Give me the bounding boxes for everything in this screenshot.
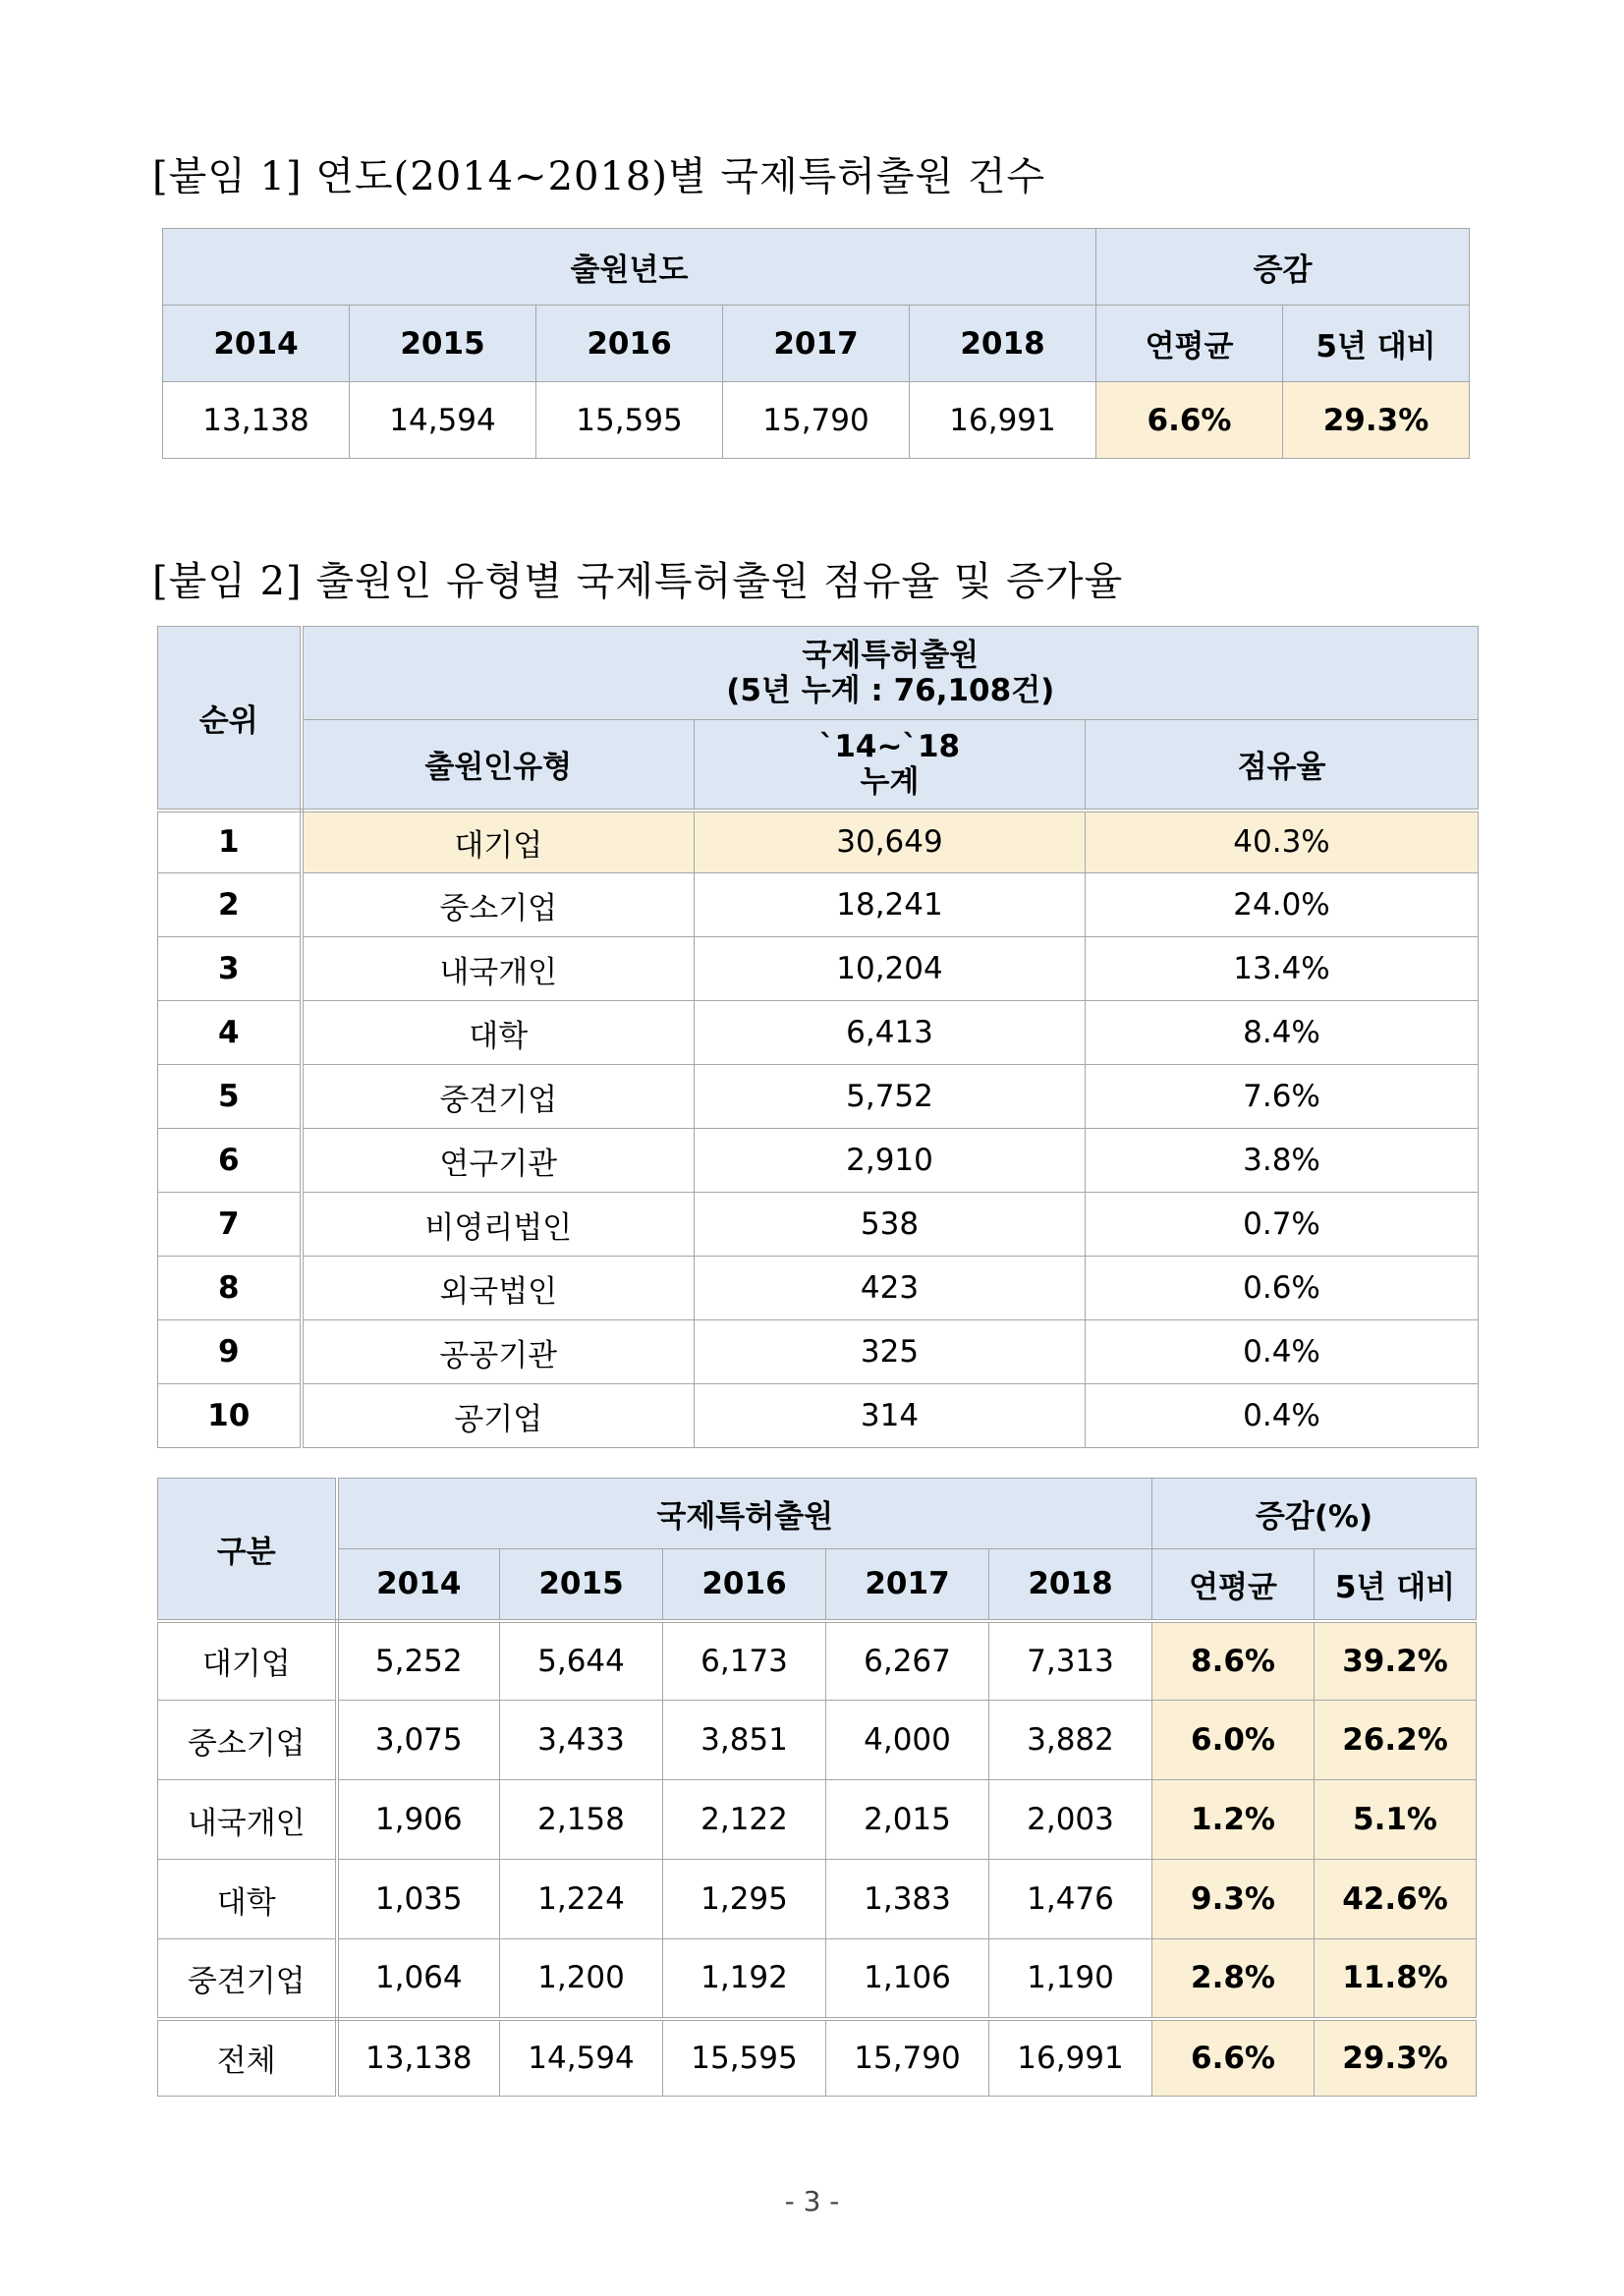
type-cell: 연구기관 [302, 1129, 695, 1193]
type-cell: 공기업 [302, 1384, 695, 1448]
annual-avg-cell: 8.6% [1152, 1621, 1315, 1701]
share-cell: 0.6% [1086, 1257, 1479, 1320]
table-row [158, 1129, 1479, 1193]
five-year-cell: 11.8% [1315, 1939, 1477, 2019]
type-cell: 비영리법인 [302, 1193, 695, 1257]
cumulative-cell: 2,910 [695, 1129, 1086, 1193]
table-row [158, 937, 1479, 1001]
header-share: 점유율 [1086, 720, 1479, 811]
table-row [158, 1860, 1477, 1939]
value-cell: 7,313 [989, 1621, 1152, 1701]
header-year: 2016 [663, 1549, 826, 1621]
value-cell: 2,158 [500, 1780, 663, 1860]
header-annual-avg: 연평균 [1096, 306, 1283, 382]
value-cell: 3,851 [663, 1701, 826, 1780]
header-year: 2014 [163, 306, 350, 382]
annual-avg-cell: 9.3% [1152, 1860, 1315, 1939]
value-cell: 3,882 [989, 1701, 1152, 1780]
table-row [158, 1384, 1479, 1448]
table-row [158, 1001, 1479, 1065]
applicant-growth-table [157, 1478, 1477, 2097]
rank-cell: 5 [158, 1065, 302, 1129]
five-year-cell: 29.3% [1315, 2019, 1477, 2097]
category-cell: 대기업 [158, 1621, 337, 1701]
category-cell: 전체 [158, 2019, 337, 2097]
value-cell: 5,252 [337, 1621, 500, 1701]
table-row [158, 1257, 1479, 1320]
value-cell: 15,595 [536, 382, 723, 459]
header-year: 2015 [350, 306, 536, 382]
value-cell: 13,138 [337, 2019, 500, 2097]
annual-avg-cell: 1.2% [1152, 1780, 1315, 1860]
type-cell: 대학 [302, 1001, 695, 1065]
five-year-cell: 39.2% [1315, 1621, 1477, 1701]
value-cell: 1,224 [500, 1860, 663, 1939]
value-cell: 1,192 [663, 1939, 826, 2019]
category-cell: 대학 [158, 1860, 337, 1939]
table-row [158, 873, 1479, 937]
table-row [158, 1320, 1479, 1384]
cumulative-cell: 18,241 [695, 873, 1086, 937]
yearly-filings-table [162, 228, 1470, 459]
value-cell: 15,595 [663, 2019, 826, 2097]
cumulative-cell: 5,752 [695, 1065, 1086, 1129]
category-cell: 중소기업 [158, 1701, 337, 1780]
value-cell: 1,190 [989, 1939, 1152, 2019]
header-year: 2014 [337, 1549, 500, 1621]
header-change: 증감 [1096, 229, 1470, 306]
header-group [302, 627, 1479, 720]
value-cell: 4,000 [826, 1701, 989, 1780]
header-cumulative-line2: 누계 [860, 763, 920, 800]
share-cell: 8.4% [1086, 1001, 1479, 1065]
rank-cell: 8 [158, 1257, 302, 1320]
share-cell: 0.4% [1086, 1384, 1479, 1448]
header-group-line1: 국제특허출원 [802, 638, 980, 673]
value-cell: 16,991 [910, 382, 1096, 459]
category-cell: 중견기업 [158, 1939, 337, 2019]
value-cell: 14,594 [350, 382, 536, 459]
type-cell: 외국법인 [302, 1257, 695, 1320]
value-cell: 1,035 [337, 1860, 500, 1939]
rank-cell: 2 [158, 873, 302, 937]
five-year-cell: 29.3% [1283, 382, 1470, 459]
share-cell: 13.4% [1086, 937, 1479, 1001]
cumulative-cell: 423 [695, 1257, 1086, 1320]
header-cumulative [695, 720, 1086, 811]
annual-avg-cell: 2.8% [1152, 1939, 1315, 2019]
cumulative-cell: 538 [695, 1193, 1086, 1257]
header-year: 2017 [723, 306, 910, 382]
cumulative-cell: 30,649 [695, 811, 1086, 873]
table-row [158, 811, 1479, 873]
rank-cell: 7 [158, 1193, 302, 1257]
type-cell: 내국개인 [302, 937, 695, 1001]
header-cumulative-line1: `14~`18 [818, 728, 961, 764]
rank-cell: 10 [158, 1384, 302, 1448]
header-year: 2018 [910, 306, 1096, 382]
value-cell: 1,200 [500, 1939, 663, 2019]
applicant-share-table [157, 626, 1479, 1448]
type-cell: 대기업 [302, 811, 695, 873]
header-rank: 순위 [158, 627, 302, 811]
header-group-line2: (5년 누계 : 76,108건) [726, 673, 1055, 708]
value-cell: 14,594 [500, 2019, 663, 2097]
cumulative-cell: 314 [695, 1384, 1086, 1448]
value-cell: 2,122 [663, 1780, 826, 1860]
value-cell: 2,003 [989, 1780, 1152, 1860]
value-cell: 6,173 [663, 1621, 826, 1701]
table-row [158, 1939, 1477, 2019]
share-cell: 0.7% [1086, 1193, 1479, 1257]
table-row [158, 1065, 1479, 1129]
header-year: 2016 [536, 306, 723, 382]
five-year-cell: 5.1% [1315, 1780, 1477, 1860]
section1-title: [붙임 1] 연도(2014~2018)별 국제특허출원 건수 [152, 154, 1046, 199]
value-cell: 1,295 [663, 1860, 826, 1939]
table-row [158, 1701, 1477, 1780]
section2-title: [붙임 2] 출원인 유형별 국제특허출원 점유율 및 증가율 [152, 559, 1124, 604]
value-cell: 1,476 [989, 1860, 1152, 1939]
rank-cell: 6 [158, 1129, 302, 1193]
value-cell: 15,790 [826, 2019, 989, 2097]
table-row [163, 382, 1470, 459]
rank-cell: 3 [158, 937, 302, 1001]
value-cell: 1,383 [826, 1860, 989, 1939]
page-number: - 3 - [784, 2185, 840, 2217]
value-cell: 6,267 [826, 1621, 989, 1701]
table-row [158, 1621, 1477, 1701]
table-row [158, 1193, 1479, 1257]
rank-cell: 1 [158, 811, 302, 873]
cumulative-cell: 6,413 [695, 1001, 1086, 1065]
table-row [158, 1780, 1477, 1860]
value-cell: 1,906 [337, 1780, 500, 1860]
value-cell: 3,433 [500, 1701, 663, 1780]
header-year: 2015 [500, 1549, 663, 1621]
header-five-year: 5년 대비 [1283, 306, 1470, 382]
share-cell: 3.8% [1086, 1129, 1479, 1193]
header-year: 2018 [989, 1549, 1152, 1621]
type-cell: 중견기업 [302, 1065, 695, 1129]
value-cell: 1,064 [337, 1939, 500, 2019]
header-category: 구분 [158, 1479, 337, 1621]
value-cell: 5,644 [500, 1621, 663, 1701]
header-applicant-type: 출원인유형 [302, 720, 695, 811]
share-cell: 7.6% [1086, 1065, 1479, 1129]
value-cell: 2,015 [826, 1780, 989, 1860]
share-cell: 24.0% [1086, 873, 1479, 937]
value-cell: 3,075 [337, 1701, 500, 1780]
type-cell: 중소기업 [302, 873, 695, 937]
cumulative-cell: 325 [695, 1320, 1086, 1384]
header-annual-avg: 연평균 [1152, 1549, 1315, 1621]
annual-avg-cell: 6.6% [1152, 2019, 1315, 2097]
value-cell: 16,991 [989, 2019, 1152, 2097]
header-change: 증감(%) [1152, 1479, 1477, 1549]
table-row-total [158, 2019, 1477, 2097]
cumulative-cell: 10,204 [695, 937, 1086, 1001]
header-five-year: 5년 대비 [1315, 1549, 1477, 1621]
header-filing-year: 출원년도 [163, 229, 1096, 306]
annual-avg-cell: 6.0% [1152, 1701, 1315, 1780]
annual-avg-cell: 6.6% [1096, 382, 1283, 459]
rank-cell: 4 [158, 1001, 302, 1065]
category-cell: 내국개인 [158, 1780, 337, 1860]
value-cell: 13,138 [163, 382, 350, 459]
value-cell: 1,106 [826, 1939, 989, 2019]
type-cell: 공공기관 [302, 1320, 695, 1384]
share-cell: 0.4% [1086, 1320, 1479, 1384]
header-group: 국제특허출원 [337, 1479, 1152, 1549]
five-year-cell: 42.6% [1315, 1860, 1477, 1939]
value-cell: 15,790 [723, 382, 910, 459]
rank-cell: 9 [158, 1320, 302, 1384]
five-year-cell: 26.2% [1315, 1701, 1477, 1780]
header-year: 2017 [826, 1549, 989, 1621]
share-cell: 40.3% [1086, 811, 1479, 873]
